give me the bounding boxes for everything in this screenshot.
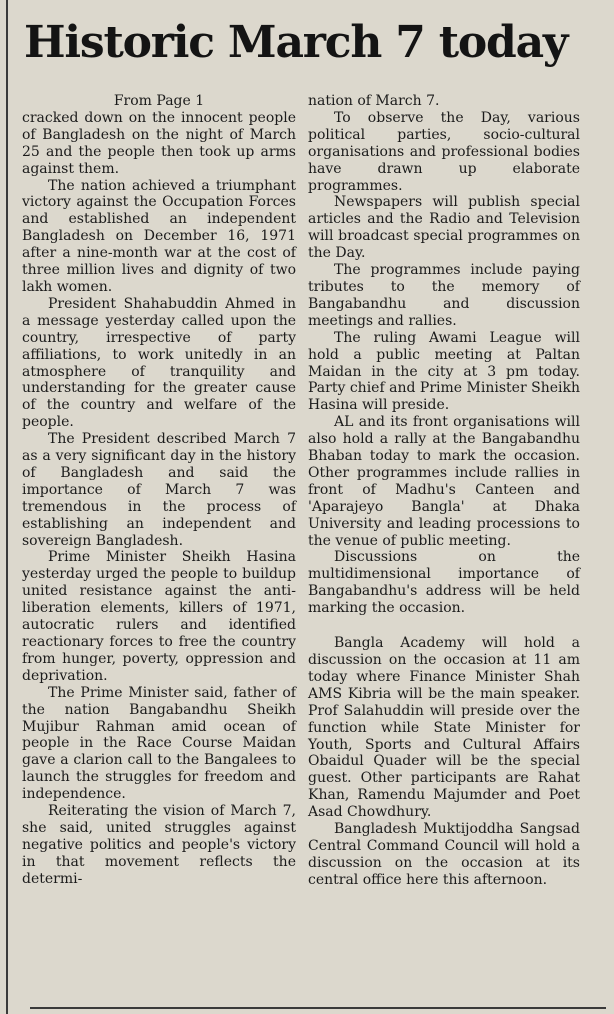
paragraph: To observe the Day, various political parties, socio-cultural organisations and professional bodies have drawn up elaborate programmes. <box>308 109 580 194</box>
paragraph: AL and its front organisations will also hold a rally at the Bangabandhu Bhaban today to mark the occasion. Other programmes include rallies in front of Madhu's Canteen and 'Aparajeyo Bangla' at Dhaka University and leading processions to the venue of public meeting. <box>308 414 580 549</box>
paragraph: cracked down on the innocent people of Bangladesh on the night of March 25 and the people then took up arms against them. <box>22 109 296 177</box>
article-column-right <box>308 93 580 889</box>
paragraph: Prime Minister Sheikh Hasina yesterday urged the people to buildup united resistance against the anti-liberation elements, killers of 1971, autocratic rulers and identified reactionary forces to free the country from hunger, poverty, oppression and deprivation. <box>22 549 296 684</box>
paragraph: The programmes include paying tributes to the memory of Bangabandhu and discussion meetings and rallies. <box>308 262 580 329</box>
paragraph: The Prime Minister said, father of the nation Bangabandhu Sheikh Mujibur Rahman amid ocean of people in the Race Course Maidan gave a clarion call to the Bangalees to launch the struggles for freedom and independence. <box>22 684 296 803</box>
paragraph: The nation achieved a triumphant victory against the Occupation Forces and established an independent Bangladesh on December 16, 1971 after a nine-month war at the cost of three million lives and dignity of two lakh women. <box>22 177 296 295</box>
paragraph: President Shahabuddin Ahmed in a message yesterday called upon the country, irrespective of party affiliations, to work unitedly in an atmosphere of tranquility and understanding for the greater cause of the country and welfare of the people. <box>22 295 296 431</box>
left-column-rule <box>6 0 8 1014</box>
headline: Historic March 7 today <box>24 17 568 68</box>
paragraph: The ruling Awami League will hold a public meeting at Paltan Maidan in the city at 3 pm today. Party chief and Prime Minister Sheikh Hasina will preside. <box>308 329 580 414</box>
paragraph: The President described March 7 as a very significant day in the history of Bangladesh and said the importance of March 7 was tremendous in the process of establishing an independent and sovereign Bangladesh. <box>22 431 296 549</box>
article-column-left <box>22 93 296 888</box>
paragraph: Bangla Academy will hold a discussion on the occasion at 11 am today where Finance Minister Shah AMS Kibria will be the main speaker. Prof Salahuddin will preside over the function while State Minister for Youth, Sports and Cultural Affairs Obaidul Quader will be the special guest. Other participants are Rahat Khan, Ramendu Majumder and Poet Asad Chowdhury. <box>308 635 580 821</box>
bottom-rule <box>30 1007 606 1009</box>
paragraph: Newspapers will publish special articles and the Radio and Television will broadcast special programmes on the Day. <box>308 194 580 262</box>
paragraph: Discussions on the multidimensional importance of Bangabandhu's address will be held marking the occasion. <box>308 549 580 617</box>
jump-line: From Page 1 <box>113 93 205 109</box>
paragraph: Bangladesh Muktijoddha Sangsad Central Command Council will hold a discussion on the occasion at its central office here this afternoon. <box>308 821 580 888</box>
paragraph: Reiterating the vision of March 7, she said, united struggles against negative politics and people's victory in that movement reflects the determi- <box>22 803 296 887</box>
paragraph: nation of March 7. <box>308 93 440 109</box>
